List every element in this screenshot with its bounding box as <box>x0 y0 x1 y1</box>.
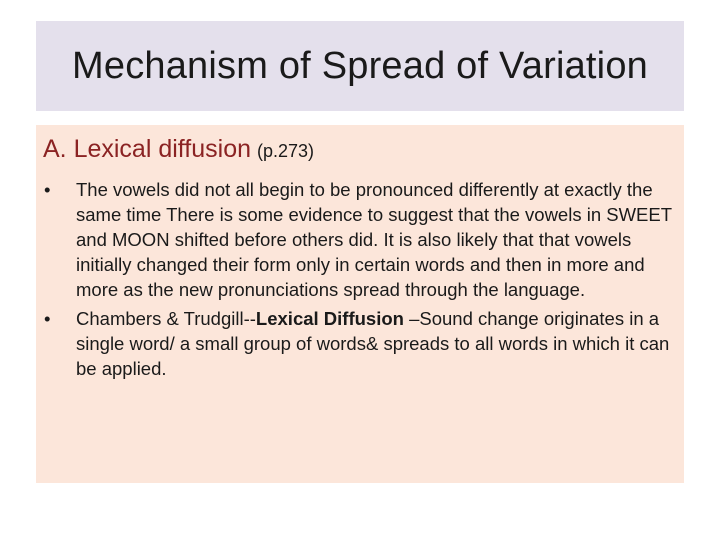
bullet-icon: • <box>44 308 51 329</box>
bullet-text-suffix: –Sound change originates in a single word/ a small group of words& spreads to all words in which it can be applied. <box>76 308 670 379</box>
page-reference: (p.273) <box>257 141 315 161</box>
bullet-list <box>42 177 676 385</box>
slide-title: Mechanism of Spread of Variation <box>72 44 648 87</box>
bullet-text-bold: Lexical Diffusion <box>255 308 404 329</box>
heading-title: A. Lexical diffusion <box>43 135 251 163</box>
section-heading <box>43 135 314 164</box>
content-panel <box>36 125 684 483</box>
bullet-item <box>42 177 676 302</box>
bullet-item <box>42 306 676 381</box>
title-banner <box>36 21 684 111</box>
bullet-icon: • <box>44 179 51 200</box>
bullet-text: The vowels did not all begin to be pronounced differently at exactly the same time There is some evidence to suggest that the vowels in SWEET and MOON shifted before others did. It is also likely that that vowels initially changed their form only in certain words and then in more and more as the new pronunciations spread through the language. <box>76 179 672 300</box>
bullet-text-prefix: Chambers & Trudgill-- <box>76 308 256 329</box>
